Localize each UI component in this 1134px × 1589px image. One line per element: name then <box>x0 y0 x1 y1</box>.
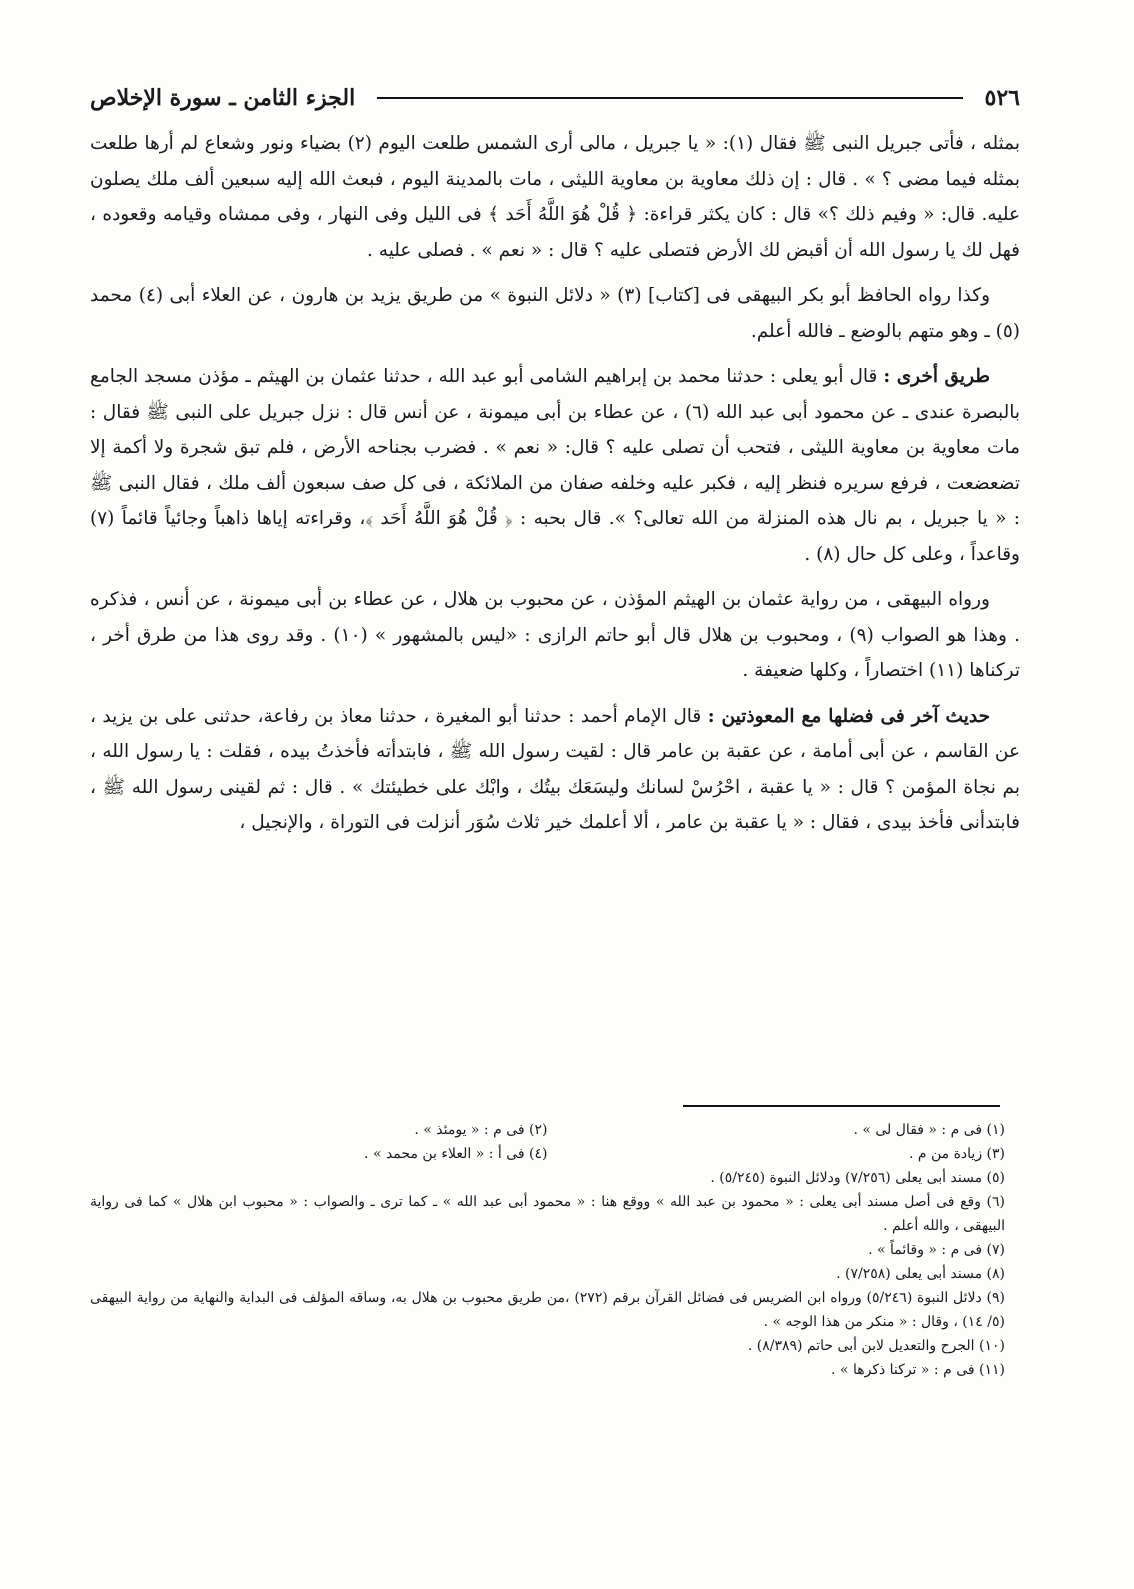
footnote-row <box>90 1118 1005 1142</box>
page-number: ٥٢٦ <box>984 85 1020 111</box>
footnote: (٥) مسند أبى يعلى (٧/٢٥٦) ودلائل النبوة (٥/٢٤٥) . <box>710 1170 1005 1186</box>
paragraph-text: بمثله ، فأتى جبريل النبى ﷺ فقال (١): « يا جبريل ، مالى أرى الشمس طلعت اليوم (٢) بضياء ونور وشعاع لم أرها طلعت بمثله فيما مضى ؟ » . قال : إن ذلك معاوية بن معاوية الليثى ، مات بالمدينة اليوم ، فبعث الله إليه سبعين ألف ملك يصلون عليه. قال: « وفيم ذلك ؟» قال : كان يكثر قراءة: ﴿ قُلْ هُوَ اللَّهُ أَحَد ﴾ فى الليل وفى النهار ، وفى ممشاه وقيامه وقعوده ، فهل لك يا رسول الله أن أقبض لك الأرض فتصلى عليه ؟ قال : « نعم » . فصلى عليه . <box>90 133 1020 261</box>
footnote: (٧) فى م : « وقائماً » . <box>868 1242 1005 1258</box>
paragraph-text: قال الإمام أحمد : حدثنا أبو المغيرة ، حدثنا معاذ بن رفاعة، حدثنى على بن يزيد ، عن القاسم ، عن أبى أمامة ، عن عقبة بن عامر قال : لقيت رسول الله ﷺ ، فابتدأته فأخذتُ بيده ، فقلت : يا رسول الله ، بم نجاة المؤمن ؟ قال : « يا عقبة ، احْرُسْ لسانك وليسَعَك بيتُك ، وابْك على خطيئتك » . قال : ثم لقينى رسول الله ﷺ ، فابتدأنى فأخذ بيدى ، فقال : « يا عقبة بن عامر ، ألا أعلمك خير ثلاث سُوَر أنزلت فى التوراة ، والإنجيل ، <box>90 705 1020 833</box>
footnote-row <box>90 1142 1005 1166</box>
footnote: (٨) مسند أبى يعلى (٧/٢٥٨) . <box>836 1266 1005 1282</box>
paragraph <box>90 359 1020 572</box>
footnote: (٢) فى م : « يومئذ » . <box>414 1122 548 1138</box>
paragraph <box>90 278 1020 349</box>
footnote: (١١) فى م : « تركنا ذكرها » . <box>831 1362 1005 1378</box>
paragraph <box>90 582 1020 689</box>
paragraph-text: وكذا رواه الحافظ أبو بكر البيهقى فى [كتاب] (٣) « دلائل النبوة » من طريق يزيد بن هارون ، عن العلاء أبى (٤) محمد (٥) ـ وهو متهم بالوضع ـ فالله أعلم. <box>90 285 1020 342</box>
section-heading: طريق أخرى : <box>883 366 990 387</box>
running-title: الجزء الثامن ـ سورة الإخلاص <box>90 85 356 111</box>
footnote: (٩) دلائل النبوة (٥/٢٤٦) ورواه ابن الضريس فى فضائل القرآن برقم (٢٧٢) ،من طريق محبوب بن هلال به، وساقه المؤلف فى البداية والنهاية من رواية البيهقى (٥/ ١٤) ، وقال : « منكر من هذا الوجه » . <box>90 1290 1005 1330</box>
paragraph-text: ورواه البيهقى ، من رواية عثمان بن الهيثم المؤذن ، عن محبوب بن هلال ، عن عطاء بن أبى ميمونة ، عن أنس ، فذكره . وهذا هو الصواب (٩) ، ومحبوب بن هلال قال أبو حاتم الرازى : «ليس بالمشهور » (١٠) . وقد روى هذا من طرق أخر ، تركناها (١١) اختصاراً ، وكلها ضعيفة . <box>90 589 1020 681</box>
main-text <box>90 126 1020 851</box>
section-heading: حديث آخر فى فضلها مع المعوذتين : <box>707 705 991 727</box>
paragraph <box>90 699 1020 841</box>
footnote: (٤) فى أ : « العلاء بن محمد » . <box>364 1146 548 1162</box>
footnote: (٣) زيادة من م . <box>908 1146 1005 1162</box>
header-rule <box>377 97 962 99</box>
page-header <box>90 78 1020 118</box>
footnotes <box>90 1118 1005 1382</box>
footnote: (٦) وقع فى أصل مسند أبى يعلى : « محمود بن عبد الله » ووقع هنا : « محمود أبى عبد الله » ـ كما ترى ـ والصواب : « محبوب ابن هلال » كما فى رواية البيهقى ، والله أعلم . <box>90 1194 1005 1234</box>
paragraph-text: قال أبو يعلى : حدثنا محمد بن إبراهيم الشامى أبو عبد الله ، حدثنا عثمان بن الهيثم ـ مؤذن مسجد الجامع بالبصرة عندى ـ عن محمود أبى عبد الله (٦) ، عن عطاء بن أبى ميمونة ، عن أنس قال : نزل جبريل على النبى ﷺ فقال : مات معاوية بن معاوية الليثى ، فتحب أن تصلى عليه ؟ قال: « نعم » . فضرب بجناحه الأرض ، فلم تبق شجرة ولا أكمة إلا تضعضعت ، فرفع سريره فنظر إليه ، فكبر عليه وخلفه صفان من الملائكة ، فى كل صف سبعون ألف ملك ، فقال النبى ﷺ : « يا جبريل ، بم نال هذه المنزلة من الله تعالى؟ ». قال بحبه : ﴿ قُلْ هُوَ اللَّهُ أَحَد ﴾، وقراءته إياها ذاهباً وجائياً قائماً (٧) وقاعداً ، وعلى كل حال (٨) . <box>90 366 1021 565</box>
footnote: (١) فى م : « فقال لى » . <box>853 1122 1005 1138</box>
paragraph <box>90 126 1020 268</box>
footnote: (١٠) الجرح والتعديل لابن أبى حاتم (٨/٣٨٩) . <box>747 1338 1005 1354</box>
footnote-rule <box>683 1105 1000 1107</box>
